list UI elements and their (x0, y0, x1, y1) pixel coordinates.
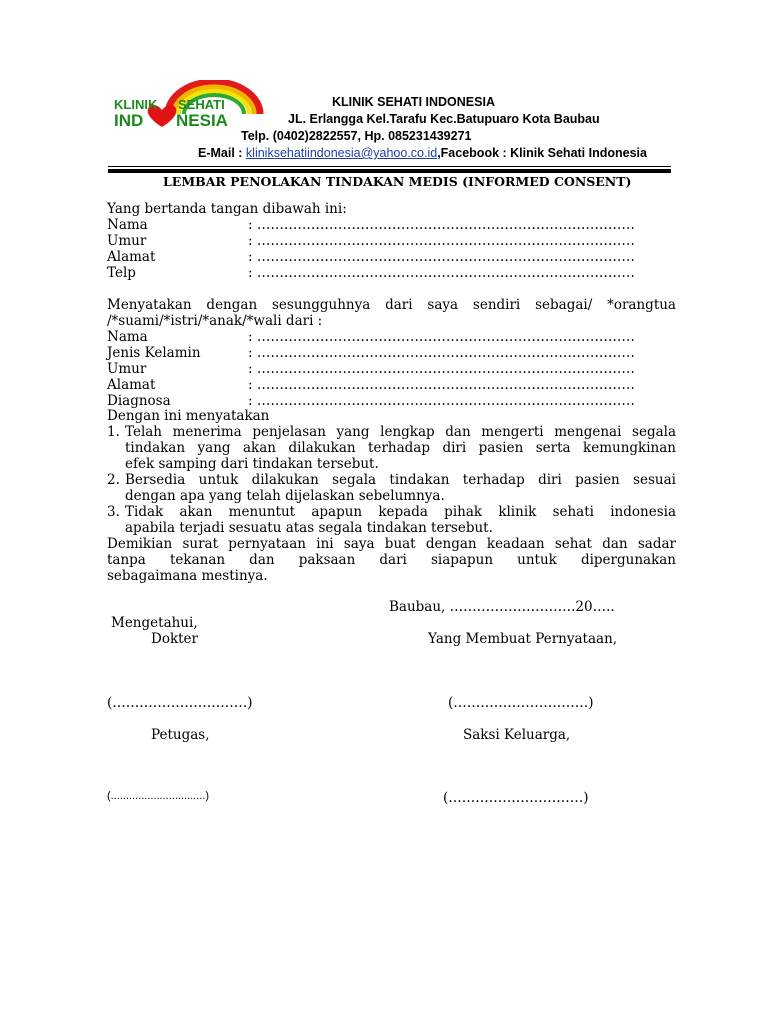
item-line: dengan apa yang telah dijelaskan sebelumnya. (125, 488, 445, 504)
clinic-name: KLINIK SEHATI INDONESIA (332, 95, 495, 109)
statement-line-1: Menyatakan dengan sesungguhnya dari saya sendiri sebagai/ *orangtua (107, 297, 676, 313)
document-title: LEMBAR PENOLAKAN TINDAKAN MEDIS (INFORMED CONSENT) (163, 174, 632, 189)
closing-line: Demikian surat pernyataan ini saya buat dengan keadaan sehat dan sadar (107, 536, 676, 552)
intro-text: Yang bertanda tangan dibawah ini: (107, 201, 347, 217)
clinic-contact (198, 146, 647, 160)
field-label: Telp (107, 265, 136, 281)
field-blank: : ………………………………………………………………………… (248, 377, 635, 393)
field-blank: : ………………………………………………………………………… (248, 361, 635, 377)
doctor-signature-blank: (…………………………) (107, 695, 253, 711)
logo-line2-right: NESIA (176, 111, 228, 130)
logo-line1-left: KLINIK (114, 97, 158, 112)
email-link[interactable]: kliniksehatiindonesia@yahoo.co.id (245, 146, 438, 160)
clinic-address: JL. Erlangga Kel.Tarafu Kec.Batupuaro Kota Baubau (288, 112, 600, 126)
declarant-signature-blank: (…………………………) (448, 695, 594, 711)
logo-line1-right: SEHATI (178, 97, 225, 112)
field-blank: : ………………………………………………………………………… (248, 217, 635, 233)
statement-line-2: /*suami/*istri/*anak/*wali dari : (107, 313, 323, 329)
doctor-label: Dokter (151, 631, 198, 647)
item-number: 2. (107, 472, 120, 488)
closing-line: tanpa tekanan dan paksaan dari siapapun untuk dipergunakan (107, 552, 676, 568)
declaration-intro: Dengan ini menyatakan (107, 408, 270, 424)
field-label: Jenis Kelamin (107, 345, 201, 361)
email-label: E-Mail : (198, 146, 246, 160)
item-line: Telah menerima penjelasan yang lengkap dan mengerti mengenai segala (125, 424, 676, 440)
field-label: Umur (107, 361, 147, 377)
field-label: Nama (107, 329, 148, 345)
item-line: Tidak akan menuntut apapun kepada pihak klinik sehati indonesia (125, 504, 676, 520)
item-line: apabila terjadi sesuatu atas segala tindakan tersebut. (125, 520, 493, 536)
field-label: Diagnosa (107, 393, 171, 409)
header-rule-thin (108, 166, 671, 167)
field-label: Nama (107, 217, 148, 233)
field-label: Alamat (107, 377, 156, 393)
clinic-logo (112, 80, 264, 132)
header-rule-thick (108, 169, 671, 173)
field-blank: : ………………………………………………………………………… (248, 233, 635, 249)
field-label: Alamat (107, 249, 156, 265)
witness-signature-blank: (…………………………) (443, 790, 589, 806)
field-blank: : ………………………………………………………………………… (248, 249, 635, 265)
acknowledged-label: Mengetahui, (111, 615, 198, 631)
family-witness-label: Saksi Keluarga, (463, 727, 571, 743)
clinic-phone: Telp. (0402)2822557, Hp. 085231439271 (241, 129, 472, 143)
item-number: 3. (107, 504, 120, 520)
closing-paragraph (107, 536, 676, 584)
item-line: efek samping dari tindakan tersebut. (125, 456, 379, 472)
field-blank: : ………………………………………………………………………… (248, 265, 635, 281)
field-label: Umur (107, 233, 147, 249)
declarant-label: Yang Membuat Pernyataan, (428, 631, 618, 647)
field-blank: : ………………………………………………………………………… (248, 393, 635, 409)
officer-signature-blank: (...............................) (107, 790, 210, 802)
logo-line2-left: IND (114, 111, 144, 130)
field-blank: : ………………………………………………………………………… (248, 345, 635, 361)
field-blank: : ………………………………………………………………………… (248, 329, 635, 345)
officer-label: Petugas, (151, 727, 210, 743)
place-date: Baubau, ……………………….20….. (389, 599, 615, 615)
item-line: Bersedia untuk dilakukan segala tindakan terhadap diri pasien sesuai (125, 472, 676, 488)
facebook-text: ,Facebook : Klinik Sehati Indonesia (437, 146, 647, 160)
item-number: 1. (107, 424, 120, 440)
closing-line: sebagaimana mestinya. (107, 568, 268, 584)
item-line: tindakan yang akan dilakukan terhadap diri pasien serta kemungkinan (125, 440, 676, 456)
